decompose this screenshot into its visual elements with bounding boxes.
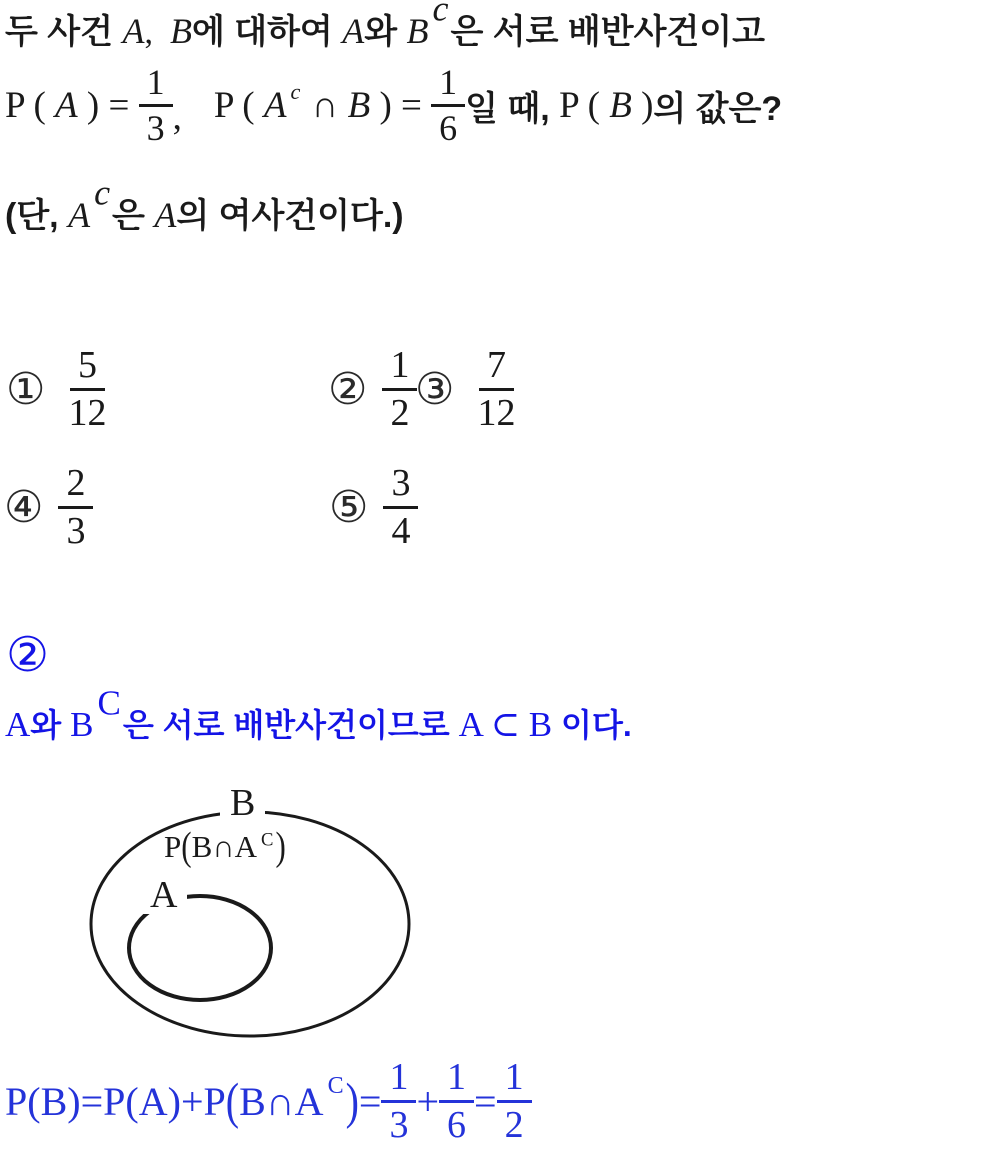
math-var: B — [40, 1079, 68, 1125]
numerator: 1 — [382, 346, 417, 391]
choice-1-marker: ① — [6, 365, 46, 415]
text-segment: 두 사건 — [5, 13, 123, 51]
choice-4 — [4, 464, 93, 551]
denominator: 3 — [66, 510, 86, 553]
math-var: A — [68, 195, 91, 235]
denominator: 2 — [504, 1104, 524, 1147]
math-var: A — [55, 85, 78, 127]
fraction — [439, 1058, 474, 1145]
math-var: A — [342, 11, 365, 51]
text-segment: 은 서로 배반사건이므로 — [122, 707, 459, 743]
problem-statement-line3 — [5, 172, 404, 237]
choice-1-fraction — [60, 346, 114, 433]
venn-inner-label: A — [140, 876, 187, 914]
math-var: B — [239, 1079, 266, 1125]
math-var: A — [5, 705, 31, 744]
superscript: C — [327, 1073, 344, 1100]
denominator: 6 — [447, 1104, 467, 1147]
math-var: A — [138, 1079, 168, 1125]
choice-3-fraction — [469, 346, 523, 433]
math-segment: P — [203, 1079, 226, 1125]
left-paren: ( — [225, 1072, 240, 1130]
venn-diagram — [88, 783, 418, 1041]
numerator: 3 — [383, 464, 418, 509]
math-var: B — [191, 829, 213, 864]
numerator: 1 — [431, 64, 465, 107]
denominator: 4 — [391, 510, 411, 553]
math-segment: ) = — [370, 85, 432, 127]
intersection-symbol: ∩ — [212, 829, 235, 864]
math-segment: P ( — [213, 85, 264, 127]
subset-symbol: ⊂ — [481, 705, 529, 744]
numerator: 2 — [58, 464, 93, 509]
superscript: c — [290, 78, 301, 104]
choice-2-fraction — [382, 346, 417, 433]
superscript: c — [94, 172, 111, 213]
choice-5-marker: ⑤ — [329, 483, 369, 533]
fraction — [381, 1058, 416, 1145]
math-segment: ) — [631, 85, 654, 127]
numerator: 1 — [381, 1058, 416, 1103]
math-segment: ) = — [77, 85, 139, 127]
text-segment: 의 값은? — [653, 90, 783, 129]
text-segment: 의 여사건이다.) — [176, 197, 404, 235]
math-segment: )= — [67, 1079, 104, 1125]
numerator: 1 — [439, 1058, 474, 1103]
text-segment: 일 때, — [465, 90, 560, 129]
choice-5 — [329, 464, 418, 551]
choice-1 — [6, 346, 114, 433]
choice-4-fraction — [58, 464, 93, 551]
venn-outer-label: B — [220, 784, 265, 822]
problem-statement-line2 — [5, 64, 782, 147]
denominator: 6 — [439, 108, 458, 149]
numerator: 7 — [479, 346, 514, 391]
choice-4-marker: ④ — [4, 483, 44, 533]
comma: , — [172, 97, 182, 139]
equals-sign: = — [474, 1079, 497, 1125]
text-segment: 은 — [112, 197, 155, 235]
right-paren: ) — [345, 1072, 359, 1130]
numerator: 1 — [497, 1058, 532, 1103]
text-segment: 에 대하여 — [191, 13, 343, 51]
equals-sign: = — [358, 1079, 382, 1125]
superscript: c — [432, 0, 449, 29]
denominator: 2 — [390, 392, 410, 435]
math-segment: P — [164, 829, 182, 864]
math-var: A — [294, 1079, 324, 1125]
fraction — [139, 64, 173, 147]
math-var: A — [234, 829, 258, 864]
numerator: 5 — [70, 346, 105, 391]
math-var: B — [609, 85, 632, 127]
math-segment: P( — [103, 1079, 139, 1125]
problem-statement-line1 — [5, 0, 765, 53]
text-segment: 이다. — [552, 707, 632, 743]
text-segment: 와 — [30, 707, 71, 743]
venn-region-label — [164, 823, 286, 869]
math-segment: P ( — [5, 85, 56, 127]
choice-2 — [328, 346, 417, 433]
choice-2-marker: ② — [328, 365, 368, 415]
fraction — [431, 64, 465, 147]
math-var: B — [70, 705, 94, 744]
math-segment: P ( — [559, 85, 610, 127]
solution-explanation — [5, 683, 632, 746]
intersection-symbol: ∩ — [265, 1079, 295, 1125]
denominator: 12 — [477, 392, 516, 435]
text-segment: 와 — [364, 13, 407, 51]
math-var: B — [528, 705, 553, 744]
math-var: B — [169, 11, 192, 51]
solution-formula — [5, 1058, 532, 1145]
choice-3-marker: ③ — [415, 365, 455, 415]
numerator: 1 — [139, 64, 173, 107]
math-var: A — [122, 11, 145, 51]
superscript: C — [97, 683, 121, 723]
text-segment: (단, — [5, 197, 69, 235]
right-paren: ) — [275, 823, 286, 869]
math-var: B — [347, 85, 371, 127]
answer-marker: ② — [6, 629, 50, 682]
denominator: 3 — [389, 1104, 409, 1147]
text-segment: , — [144, 14, 170, 51]
math-var: A — [458, 705, 482, 744]
denominator: 3 — [146, 108, 165, 149]
math-segment: P( — [5, 1079, 41, 1125]
math-var: B — [406, 11, 429, 51]
superscript: C — [261, 829, 274, 851]
math-var: A — [154, 195, 177, 235]
denominator: 12 — [68, 392, 107, 435]
choice-3 — [415, 346, 523, 433]
left-paren: ( — [181, 823, 192, 869]
fraction — [497, 1058, 532, 1145]
math-segment: )+ — [167, 1079, 204, 1125]
plus-sign: + — [416, 1079, 440, 1125]
choice-5-fraction — [383, 464, 418, 551]
intersection-symbol: ∩ — [302, 85, 348, 127]
math-var: A — [263, 85, 287, 127]
text-segment: 은 서로 배반사건이고 — [450, 13, 765, 51]
